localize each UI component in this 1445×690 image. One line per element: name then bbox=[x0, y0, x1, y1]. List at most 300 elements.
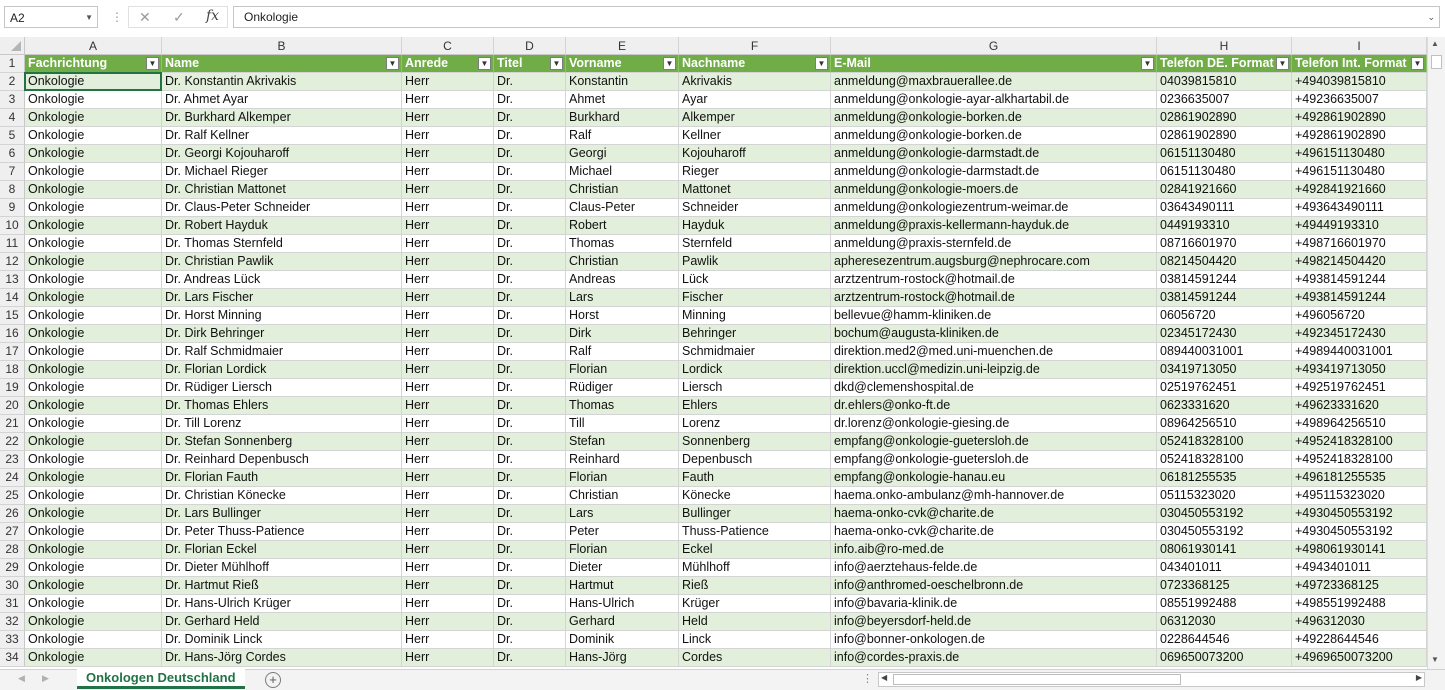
cell[interactable]: Dr. Florian Fauth bbox=[162, 469, 402, 487]
cell[interactable]: anmeldung@praxis-sternfeld.de bbox=[831, 235, 1157, 253]
cell[interactable]: Lorenz bbox=[679, 415, 831, 433]
filter-dropdown-icon[interactable]: ▼ bbox=[1276, 57, 1289, 70]
cell[interactable]: Pawlik bbox=[679, 253, 831, 271]
cell[interactable]: info.aib@ro-med.de bbox=[831, 541, 1157, 559]
cell[interactable]: Dr. Ralf Schmidmaier bbox=[162, 343, 402, 361]
header-cell-h[interactable] bbox=[1157, 55, 1292, 73]
column-header-b[interactable]: B bbox=[162, 37, 402, 55]
cell[interactable]: 06312030 bbox=[1157, 613, 1292, 631]
cell[interactable]: Dr. Peter Thuss-Patience bbox=[162, 523, 402, 541]
cell[interactable]: haema-onko-cvk@charite.de bbox=[831, 505, 1157, 523]
cell[interactable]: Bullinger bbox=[679, 505, 831, 523]
cell[interactable]: Onkologie bbox=[25, 631, 162, 649]
cell[interactable]: Cordes bbox=[679, 649, 831, 667]
cell[interactable]: Dr. Dirk Behringer bbox=[162, 325, 402, 343]
cell[interactable]: arztzentrum-rostock@hotmail.de bbox=[831, 289, 1157, 307]
cell[interactable]: 0723368125 bbox=[1157, 577, 1292, 595]
cell[interactable]: Dr. Claus-Peter Schneider bbox=[162, 199, 402, 217]
cell[interactable]: Ralf bbox=[566, 343, 679, 361]
cell[interactable]: 0236635007 bbox=[1157, 91, 1292, 109]
cell[interactable]: 030450553192 bbox=[1157, 523, 1292, 541]
cell[interactable]: Dr. Lars Fischer bbox=[162, 289, 402, 307]
cell[interactable]: apheresezentrum.augsburg@nephrocare.com bbox=[831, 253, 1157, 271]
cell[interactable]: bochum@augusta-kliniken.de bbox=[831, 325, 1157, 343]
row-header[interactable]: 1 bbox=[0, 55, 25, 73]
cell[interactable]: Onkologie bbox=[25, 343, 162, 361]
cell[interactable]: Onkologie bbox=[25, 109, 162, 127]
cell[interactable]: Lück bbox=[679, 271, 831, 289]
cell[interactable]: Onkologie bbox=[25, 415, 162, 433]
cell[interactable]: +494039815810 bbox=[1292, 73, 1427, 91]
cell[interactable]: 03643490111 bbox=[1157, 199, 1292, 217]
cell[interactable]: Herr bbox=[402, 127, 494, 145]
cell[interactable]: Georgi bbox=[566, 145, 679, 163]
cell[interactable]: +4969650073200 bbox=[1292, 649, 1427, 667]
row-header[interactable]: 23 bbox=[0, 451, 25, 469]
cell[interactable]: Onkologie bbox=[25, 289, 162, 307]
cell[interactable]: +49449193310 bbox=[1292, 217, 1427, 235]
cell[interactable]: Herr bbox=[402, 307, 494, 325]
column-header-h[interactable]: H bbox=[1157, 37, 1292, 55]
row-header[interactable]: 32 bbox=[0, 613, 25, 631]
cell[interactable]: Onkologie bbox=[25, 397, 162, 415]
cancel-icon[interactable]: ✕ bbox=[139, 9, 151, 25]
cell[interactable]: Thomas bbox=[566, 397, 679, 415]
cell[interactable]: Dr. bbox=[494, 127, 566, 145]
row-header[interactable]: 16 bbox=[0, 325, 25, 343]
cell[interactable]: +49723368125 bbox=[1292, 577, 1427, 595]
row-header[interactable]: 11 bbox=[0, 235, 25, 253]
cell[interactable]: Konstantin bbox=[566, 73, 679, 91]
cell[interactable]: anmeldung@onkologie-ayar-alkhartabil.de bbox=[831, 91, 1157, 109]
cell[interactable]: Herr bbox=[402, 361, 494, 379]
cell[interactable]: +498716601970 bbox=[1292, 235, 1427, 253]
cell[interactable]: +493814591244 bbox=[1292, 289, 1427, 307]
row-header[interactable]: 5 bbox=[0, 127, 25, 145]
cell[interactable]: Dominik bbox=[566, 631, 679, 649]
cell[interactable]: Lars bbox=[566, 289, 679, 307]
cell[interactable]: Dr. Gerhard Held bbox=[162, 613, 402, 631]
cell[interactable]: haema.onko-ambulanz@mh-hannover.de bbox=[831, 487, 1157, 505]
cell[interactable]: Dr. Thomas Ehlers bbox=[162, 397, 402, 415]
row-header[interactable]: 28 bbox=[0, 541, 25, 559]
cell[interactable]: 06056720 bbox=[1157, 307, 1292, 325]
header-cell-e[interactable] bbox=[566, 55, 679, 73]
cell[interactable]: +4943401011 bbox=[1292, 559, 1427, 577]
header-cell-b[interactable] bbox=[162, 55, 402, 73]
cell[interactable]: Onkologie bbox=[25, 217, 162, 235]
column-header-f[interactable]: F bbox=[679, 37, 831, 55]
cell[interactable]: Rieß bbox=[679, 577, 831, 595]
cell[interactable]: Herr bbox=[402, 487, 494, 505]
cell[interactable]: +4930450553192 bbox=[1292, 523, 1427, 541]
cell[interactable]: 02861902890 bbox=[1157, 127, 1292, 145]
cell[interactable]: Herr bbox=[402, 199, 494, 217]
cell[interactable]: Herr bbox=[402, 451, 494, 469]
cell[interactable]: Dr. Michael Rieger bbox=[162, 163, 402, 181]
cell[interactable]: Liersch bbox=[679, 379, 831, 397]
cell[interactable]: Herr bbox=[402, 595, 494, 613]
cell[interactable]: Dr. bbox=[494, 523, 566, 541]
cell[interactable]: Herr bbox=[402, 109, 494, 127]
cell[interactable]: Dr. Christian Mattonet bbox=[162, 181, 402, 199]
cell[interactable]: 02841921660 bbox=[1157, 181, 1292, 199]
cell[interactable]: Herr bbox=[402, 289, 494, 307]
cell[interactable]: Fauth bbox=[679, 469, 831, 487]
scroll-up-icon[interactable]: ▲ bbox=[1431, 39, 1439, 48]
cell[interactable]: Dr. bbox=[494, 469, 566, 487]
row-header[interactable]: 27 bbox=[0, 523, 25, 541]
cell[interactable]: 02861902890 bbox=[1157, 109, 1292, 127]
row-header[interactable]: 31 bbox=[0, 595, 25, 613]
cell[interactable]: Dr. bbox=[494, 307, 566, 325]
row-header[interactable]: 22 bbox=[0, 433, 25, 451]
cell[interactable]: Mattonet bbox=[679, 181, 831, 199]
cell[interactable]: Horst bbox=[566, 307, 679, 325]
header-cell-g[interactable] bbox=[831, 55, 1157, 73]
cell[interactable]: Dr. bbox=[494, 595, 566, 613]
formula-input[interactable] bbox=[233, 6, 1440, 28]
cell[interactable]: +4952418328100 bbox=[1292, 451, 1427, 469]
cell[interactable]: Onkologie bbox=[25, 235, 162, 253]
cell[interactable]: dr.lorenz@onkologie-giesing.de bbox=[831, 415, 1157, 433]
cell[interactable]: info@bonner-onkologen.de bbox=[831, 631, 1157, 649]
cell[interactable]: Dr. Burkhard Alkemper bbox=[162, 109, 402, 127]
cell[interactable]: Dr. bbox=[494, 181, 566, 199]
cell[interactable]: +498551992488 bbox=[1292, 595, 1427, 613]
vertical-scroll-thumb[interactable] bbox=[1431, 55, 1442, 69]
row-header[interactable]: 17 bbox=[0, 343, 25, 361]
cell[interactable]: Dr. bbox=[494, 289, 566, 307]
cell[interactable]: Onkologie bbox=[25, 541, 162, 559]
cell[interactable]: Onkologie bbox=[25, 253, 162, 271]
cell[interactable]: anmeldung@onkologie-borken.de bbox=[831, 127, 1157, 145]
cell[interactable]: 08964256510 bbox=[1157, 415, 1292, 433]
cell[interactable]: Peter bbox=[566, 523, 679, 541]
cell[interactable]: Herr bbox=[402, 415, 494, 433]
cell[interactable]: Dr. Lars Bullinger bbox=[162, 505, 402, 523]
cell[interactable]: Dr. bbox=[494, 379, 566, 397]
cell[interactable]: Dr. bbox=[494, 145, 566, 163]
column-header-a[interactable]: A bbox=[25, 37, 162, 55]
cell[interactable]: Alkemper bbox=[679, 109, 831, 127]
cell[interactable]: Dr. Robert Hayduk bbox=[162, 217, 402, 235]
cell[interactable]: Könecke bbox=[679, 487, 831, 505]
cell[interactable]: Florian bbox=[566, 541, 679, 559]
column-header-e[interactable]: E bbox=[566, 37, 679, 55]
cell[interactable]: +49623331620 bbox=[1292, 397, 1427, 415]
row-header[interactable]: 33 bbox=[0, 631, 25, 649]
cell[interactable]: Robert bbox=[566, 217, 679, 235]
cell[interactable]: Krüger bbox=[679, 595, 831, 613]
cell[interactable]: Ahmet bbox=[566, 91, 679, 109]
cell[interactable]: Dr. Dieter Mühlhoff bbox=[162, 559, 402, 577]
filter-dropdown-icon[interactable]: ▼ bbox=[1141, 57, 1154, 70]
cell[interactable]: anmeldung@onkologie-darmstadt.de bbox=[831, 163, 1157, 181]
cell[interactable]: info@beyersdorf-held.de bbox=[831, 613, 1157, 631]
cell[interactable]: Lars bbox=[566, 505, 679, 523]
cell[interactable]: anmeldung@onkologie-darmstadt.de bbox=[831, 145, 1157, 163]
cell[interactable]: 052418328100 bbox=[1157, 451, 1292, 469]
cell[interactable]: Dr. bbox=[494, 397, 566, 415]
cell[interactable]: +496312030 bbox=[1292, 613, 1427, 631]
enter-icon[interactable]: ✓ bbox=[173, 9, 185, 25]
cell[interactable]: info@bavaria-klinik.de bbox=[831, 595, 1157, 613]
cell[interactable]: 089440031001 bbox=[1157, 343, 1292, 361]
column-header-d[interactable]: D bbox=[494, 37, 566, 55]
cell[interactable]: Onkologie bbox=[25, 505, 162, 523]
cell[interactable]: anmeldung@onkologie-moers.de bbox=[831, 181, 1157, 199]
cell[interactable]: Sternfeld bbox=[679, 235, 831, 253]
cell[interactable]: Dr. Hartmut Rieß bbox=[162, 577, 402, 595]
filter-dropdown-icon[interactable]: ▼ bbox=[478, 57, 491, 70]
cell[interactable]: Onkologie bbox=[25, 649, 162, 667]
cell[interactable]: Herr bbox=[402, 253, 494, 271]
cell[interactable]: Minning bbox=[679, 307, 831, 325]
header-cell-i[interactable] bbox=[1292, 55, 1427, 73]
cell[interactable]: Christian bbox=[566, 253, 679, 271]
cell[interactable]: Dr. bbox=[494, 217, 566, 235]
cell[interactable]: direktion.uccl@medizin.uni-leipzig.de bbox=[831, 361, 1157, 379]
cell[interactable]: Hartmut bbox=[566, 577, 679, 595]
cell[interactable]: Onkologie bbox=[25, 307, 162, 325]
cell[interactable]: 06151130480 bbox=[1157, 145, 1292, 163]
cell[interactable]: +498061930141 bbox=[1292, 541, 1427, 559]
cell[interactable]: Onkologie bbox=[25, 469, 162, 487]
cell[interactable]: dkd@clemenshospital.de bbox=[831, 379, 1157, 397]
cell[interactable]: Dr. Thomas Sternfeld bbox=[162, 235, 402, 253]
cell[interactable]: Dr. bbox=[494, 325, 566, 343]
cell[interactable]: Onkologie bbox=[25, 451, 162, 469]
row-header[interactable]: 29 bbox=[0, 559, 25, 577]
cell[interactable]: info@anthromed-oeschelbronn.de bbox=[831, 577, 1157, 595]
cell[interactable]: Onkologie bbox=[25, 163, 162, 181]
cell[interactable]: Dr. bbox=[494, 253, 566, 271]
next-sheet-icon[interactable]: ▶ bbox=[42, 673, 49, 683]
cell[interactable]: Akrivakis bbox=[679, 73, 831, 91]
cell[interactable]: Onkologie bbox=[25, 559, 162, 577]
cell[interactable]: Herr bbox=[402, 541, 494, 559]
cell[interactable]: Herr bbox=[402, 181, 494, 199]
cell[interactable]: Herr bbox=[402, 235, 494, 253]
cell[interactable]: +493643490111 bbox=[1292, 199, 1427, 217]
cell[interactable]: 08716601970 bbox=[1157, 235, 1292, 253]
horizontal-scrollbar[interactable] bbox=[878, 672, 1425, 687]
row-header[interactable]: 2 bbox=[0, 73, 25, 91]
cell[interactable]: Dr. bbox=[494, 631, 566, 649]
scroll-right-icon[interactable]: ▶ bbox=[1415, 673, 1422, 682]
cell[interactable]: Reinhard bbox=[566, 451, 679, 469]
cell[interactable]: 04039815810 bbox=[1157, 73, 1292, 91]
header-cell-c[interactable] bbox=[402, 55, 494, 73]
cell[interactable]: Herr bbox=[402, 523, 494, 541]
header-cell-f[interactable] bbox=[679, 55, 831, 73]
cell[interactable]: +498214504420 bbox=[1292, 253, 1427, 271]
cell[interactable]: +496056720 bbox=[1292, 307, 1427, 325]
cell[interactable]: Sonnenberg bbox=[679, 433, 831, 451]
cell[interactable]: Dr. bbox=[494, 235, 566, 253]
cell[interactable]: +492841921660 bbox=[1292, 181, 1427, 199]
prev-sheet-icon[interactable]: ◀ bbox=[18, 673, 25, 683]
cell[interactable]: direktion.med2@med.uni-muenchen.de bbox=[831, 343, 1157, 361]
cell[interactable]: Onkologie bbox=[25, 145, 162, 163]
cell[interactable]: arztzentrum-rostock@hotmail.de bbox=[831, 271, 1157, 289]
cell[interactable]: Linck bbox=[679, 631, 831, 649]
cell[interactable]: Herr bbox=[402, 505, 494, 523]
cell[interactable]: Hayduk bbox=[679, 217, 831, 235]
row-header[interactable]: 4 bbox=[0, 109, 25, 127]
cell[interactable]: Dr. bbox=[494, 559, 566, 577]
cell[interactable]: Schneider bbox=[679, 199, 831, 217]
cell[interactable]: Onkologie bbox=[25, 487, 162, 505]
cell[interactable]: Behringer bbox=[679, 325, 831, 343]
row-header[interactable]: 18 bbox=[0, 361, 25, 379]
cell[interactable]: Burkhard bbox=[566, 109, 679, 127]
cell[interactable]: Gerhard bbox=[566, 613, 679, 631]
row-header[interactable]: 10 bbox=[0, 217, 25, 235]
cell[interactable]: +496151130480 bbox=[1292, 145, 1427, 163]
cell[interactable]: info@aerztehaus-felde.de bbox=[831, 559, 1157, 577]
cell[interactable]: Dr. bbox=[494, 163, 566, 181]
horizontal-scroll-thumb[interactable] bbox=[893, 674, 1181, 685]
cell[interactable]: Dr. bbox=[494, 415, 566, 433]
cell[interactable]: haema-onko-cvk@charite.de bbox=[831, 523, 1157, 541]
cell[interactable]: 030450553192 bbox=[1157, 505, 1292, 523]
cell[interactable]: Dr. bbox=[494, 649, 566, 667]
insert-function-icon[interactable]: fx bbox=[206, 8, 220, 24]
cell[interactable]: Schmidmaier bbox=[679, 343, 831, 361]
cell[interactable]: Onkologie bbox=[25, 181, 162, 199]
cell[interactable]: anmeldung@maxbrauerallee.de bbox=[831, 73, 1157, 91]
cell[interactable]: Onkologie bbox=[25, 595, 162, 613]
cell[interactable]: Dr. Andreas Lück bbox=[162, 271, 402, 289]
cell[interactable]: Dr. Horst Minning bbox=[162, 307, 402, 325]
cell[interactable]: Dr. bbox=[494, 271, 566, 289]
row-header[interactable]: 8 bbox=[0, 181, 25, 199]
cell[interactable]: Dr. Christian Pawlik bbox=[162, 253, 402, 271]
cell[interactable]: Onkologie bbox=[25, 433, 162, 451]
row-header[interactable]: 9 bbox=[0, 199, 25, 217]
cell[interactable]: empfang@onkologie-guetersloh.de bbox=[831, 451, 1157, 469]
split-handle-icon[interactable]: ⋮ bbox=[862, 673, 873, 685]
cell[interactable]: +4930450553192 bbox=[1292, 505, 1427, 523]
cell[interactable]: 06181255535 bbox=[1157, 469, 1292, 487]
cell[interactable]: Herr bbox=[402, 577, 494, 595]
cell[interactable]: 05115323020 bbox=[1157, 487, 1292, 505]
cell[interactable]: Dr. bbox=[494, 361, 566, 379]
cell[interactable]: Dr. bbox=[494, 91, 566, 109]
cell[interactable]: Dr. bbox=[494, 109, 566, 127]
worksheet-grid[interactable] bbox=[0, 37, 1427, 669]
cell[interactable]: +492519762451 bbox=[1292, 379, 1427, 397]
chevron-down-icon[interactable]: ▼ bbox=[85, 13, 93, 22]
cell[interactable]: +4989440031001 bbox=[1292, 343, 1427, 361]
cell[interactable]: Dr. Till Lorenz bbox=[162, 415, 402, 433]
cell[interactable]: Florian bbox=[566, 361, 679, 379]
cell[interactable]: Ralf bbox=[566, 127, 679, 145]
header-cell-d[interactable] bbox=[494, 55, 566, 73]
cell[interactable]: 043401011 bbox=[1157, 559, 1292, 577]
cell[interactable]: Onkologie bbox=[25, 379, 162, 397]
cell[interactable]: +493814591244 bbox=[1292, 271, 1427, 289]
cell[interactable]: Kojouharoff bbox=[679, 145, 831, 163]
cell[interactable]: Christian bbox=[566, 181, 679, 199]
cell[interactable]: Onkologie bbox=[25, 73, 162, 91]
name-box[interactable] bbox=[4, 6, 98, 28]
row-header[interactable]: 21 bbox=[0, 415, 25, 433]
column-header-c[interactable]: C bbox=[402, 37, 494, 55]
cell[interactable]: Dr. bbox=[494, 343, 566, 361]
cell[interactable]: Herr bbox=[402, 433, 494, 451]
cell[interactable]: Dr. Stefan Sonnenberg bbox=[162, 433, 402, 451]
cell[interactable]: Dr. Florian Lordick bbox=[162, 361, 402, 379]
row-header[interactable]: 30 bbox=[0, 577, 25, 595]
cell[interactable]: Dr. bbox=[494, 73, 566, 91]
vertical-scrollbar[interactable] bbox=[1427, 37, 1445, 669]
cell[interactable]: Herr bbox=[402, 217, 494, 235]
cell[interactable]: +49228644546 bbox=[1292, 631, 1427, 649]
row-header[interactable]: 15 bbox=[0, 307, 25, 325]
cell[interactable]: Claus-Peter bbox=[566, 199, 679, 217]
cell[interactable]: Dr. Reinhard Depenbusch bbox=[162, 451, 402, 469]
cell[interactable]: Dr. Georgi Kojouharoff bbox=[162, 145, 402, 163]
cell[interactable]: Dieter bbox=[566, 559, 679, 577]
cell[interactable]: Herr bbox=[402, 271, 494, 289]
cell[interactable]: Herr bbox=[402, 379, 494, 397]
cell[interactable]: Herr bbox=[402, 91, 494, 109]
cell[interactable]: Dr. Ralf Kellner bbox=[162, 127, 402, 145]
cell[interactable]: Dr. Ahmet Ayar bbox=[162, 91, 402, 109]
cell[interactable]: +492345172430 bbox=[1292, 325, 1427, 343]
header-cell-a[interactable] bbox=[25, 55, 162, 73]
cell[interactable]: bellevue@hamm-kliniken.de bbox=[831, 307, 1157, 325]
cell[interactable]: 069650073200 bbox=[1157, 649, 1292, 667]
cell[interactable]: 03814591244 bbox=[1157, 289, 1292, 307]
cell[interactable]: Andreas bbox=[566, 271, 679, 289]
cell[interactable]: Rieger bbox=[679, 163, 831, 181]
row-header[interactable]: 34 bbox=[0, 649, 25, 667]
row-header[interactable]: 6 bbox=[0, 145, 25, 163]
cell[interactable]: 08214504420 bbox=[1157, 253, 1292, 271]
cell[interactable]: Herr bbox=[402, 145, 494, 163]
cell[interactable]: Hans-Ulrich bbox=[566, 595, 679, 613]
cell[interactable]: +492861902890 bbox=[1292, 127, 1427, 145]
cell[interactable]: Dr. Rüdiger Liersch bbox=[162, 379, 402, 397]
cell[interactable]: dr.ehlers@onko-ft.de bbox=[831, 397, 1157, 415]
filter-dropdown-icon[interactable]: ▼ bbox=[663, 57, 676, 70]
cell[interactable]: Eckel bbox=[679, 541, 831, 559]
cell[interactable]: Onkologie bbox=[25, 325, 162, 343]
cell[interactable]: +492861902890 bbox=[1292, 109, 1427, 127]
cell[interactable]: Dirk bbox=[566, 325, 679, 343]
filter-dropdown-icon[interactable]: ▼ bbox=[1411, 57, 1424, 70]
row-header[interactable]: 20 bbox=[0, 397, 25, 415]
row-header[interactable]: 13 bbox=[0, 271, 25, 289]
cell[interactable]: 06151130480 bbox=[1157, 163, 1292, 181]
cell[interactable]: empfang@onkologie-hanau.eu bbox=[831, 469, 1157, 487]
cell[interactable]: Dr. Dominik Linck bbox=[162, 631, 402, 649]
cell[interactable]: Herr bbox=[402, 649, 494, 667]
cell[interactable]: Fischer bbox=[679, 289, 831, 307]
cell[interactable]: Dr. bbox=[494, 613, 566, 631]
cell[interactable]: Dr. Christian Könecke bbox=[162, 487, 402, 505]
row-header[interactable]: 14 bbox=[0, 289, 25, 307]
cell[interactable]: Herr bbox=[402, 631, 494, 649]
cell[interactable]: Held bbox=[679, 613, 831, 631]
cell[interactable]: anmeldung@onkologiezentrum-weimar.de bbox=[831, 199, 1157, 217]
filter-dropdown-icon[interactable]: ▼ bbox=[146, 57, 159, 70]
cell[interactable]: 03419713050 bbox=[1157, 361, 1292, 379]
